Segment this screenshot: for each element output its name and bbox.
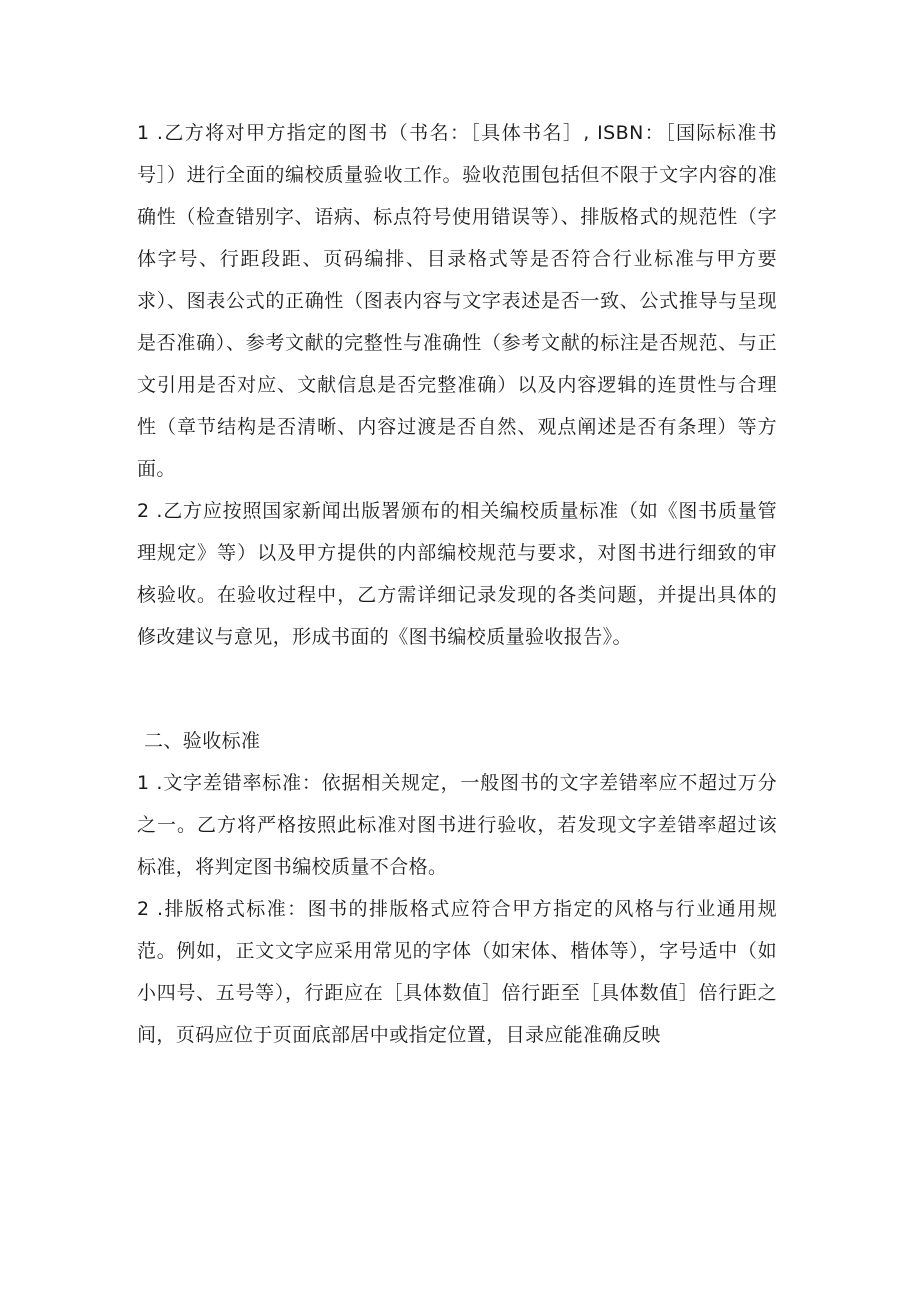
section-heading: 二、验收标准 xyxy=(144,730,261,752)
paragraph-layout-standard: 2 .排版格式标准：图书的排版格式应符合甲方指定的风格与行业通用规范。例如，正文文字应采用常见的字体（如宋体、楷体等），字号适中（如小四号、五号等），行距应在［具体数值］倍行距至［具体数值］倍行距之间，页码应位于页面底部居中或指定位置，目录应能准确反映 xyxy=(137,898,777,1046)
paragraph-standards-basis: 2 .乙方应按照国家新闻出版署颁布的相关编校质量标准（如《图书质量管理规定》等）以及甲方提供的内部编校规范与要求，对图书进行细致的审核验收。在验收过程中，乙方需详细记录发现的各类问题，并提出具体的修改建议与意见，形成书面的《图书编校质量验收报告》。 xyxy=(137,500,777,648)
paragraph-scope: 1 .乙方将对甲方指定的图书（书名：［具体书名］, ISBN：［国际标准书号］）进行全面的编校质量验收工作。验收范围包括但不限于文字内容的准确性（检查错别字、语病、标点符号使用错误等）、排版格式的规范性（字体字号、行距段距、页码编排、目录格式等是否符合行业标准与甲方要求）、图表公式的正确性（图表内容与文字表述是否一致、公式推导与呈现是否准确）、参考文献的完整性与准确性（参考文献的标注是否规范、与正文引用是否对应、文献信息是否完整准确）以及内容逻辑的连贯性与合理性（章节结构是否清晰、内容过渡是否自然、观点阐述是否有条理）等方面。 xyxy=(137,122,777,480)
document-body xyxy=(137,112,777,1056)
paragraph-error-rate: 1 .文字差错率标准：依据相关规定，一般图书的文字差错率应不超过万分之一。乙方将严格按照此标准对图书进行验收，若发现文字差错率超过该标准，将判定图书编校质量不合格。 xyxy=(137,772,777,878)
